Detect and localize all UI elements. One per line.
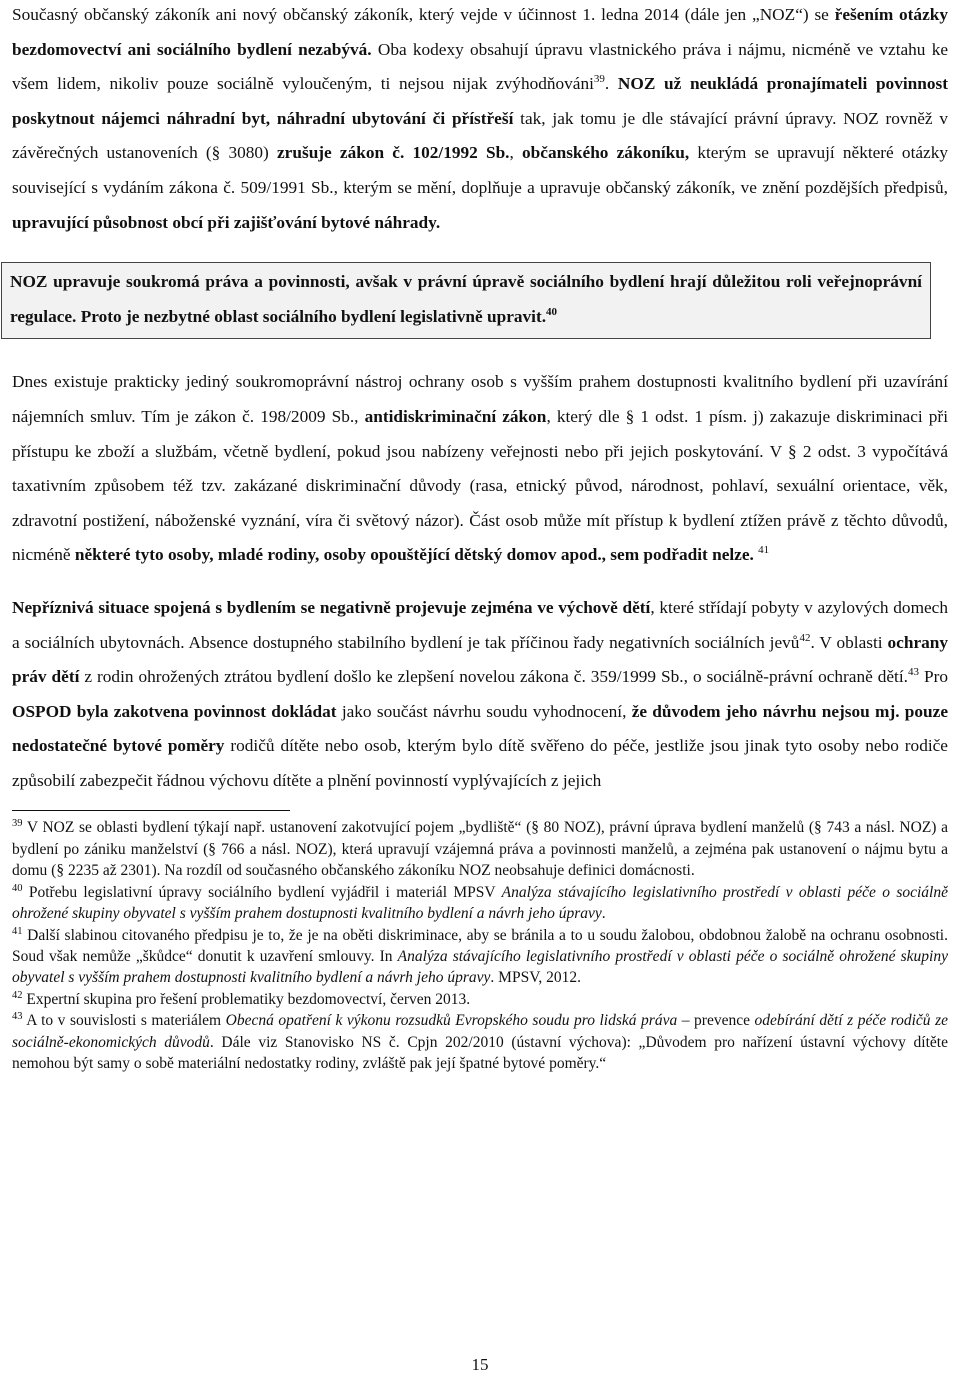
text-run: , (509, 143, 523, 163)
text-run: OSPOD byla zakotvena povinnost dokládat (12, 701, 337, 721)
footnote-ref: 39 (12, 818, 23, 830)
text-run: . Dále viz Stanovisko NS č. Cpjn 202/2010 (ústavní výchova): „Důvodem pro nařízení ústavní výchovy dítěte nemohou být samy o sobě materiální nedostatky rodiny, zvláště pak její špatné bytové poměry.“ (12, 1033, 948, 1072)
text-run: Současný občanský zákoník ani nový občanský zákoník, který vejde v účinnost 1. ledna 2014 (dále jen „NOZ“) se (12, 5, 835, 24)
text-run: , které střídají pobyty v azylových domech a sociálních ubytovnách. Absence dostupného stabilního bydlení je tak příčinou řady negativních sociálních jevů (12, 597, 948, 652)
highlight-box (1, 262, 931, 339)
text-run: – prevence (677, 1012, 755, 1030)
footnote-ref: 42 (12, 989, 23, 1001)
text-run: . V oblasti (810, 632, 888, 652)
paragraph-noz-intro (12, 0, 948, 240)
footnote-ref: 40 (546, 305, 558, 318)
text-run: že důvodem jeho návrhu nejsou mj. pouze nedostatečné bytové poměry (12, 701, 948, 756)
text-run: Pro (919, 667, 948, 687)
text-run: řešením otázky bezdomovectví ani sociálního bydlení nezabývá. (12, 5, 948, 59)
text-run: , který dle § 1 odst. 1 písm. j) zakazuje diskriminaci při přístupu ke zboží a službám, včetně bydlení, pokud jsou nabízeny veřejnosti nebo při jejich poskytování. V § 2 odst. 3 vypočítává taxativním způsobem též tzv. zakázané diskriminační důvody (rasa, etnický původ, národnost, pohlaví, sexuální orientace, věk, zdravotní postižení, náboženské vyznání, víra či světový názor). Část osob může mít přístup k bydlení ztížen právě z těchto důvodů, nicméně (12, 406, 948, 565)
text-run: Další slabinou citovaného předpisu je to, že je na oběti diskriminace, aby se bránila a to u soudu žalobou, obdobnou žalobě na ochranu osobnosti. Soud však nemůže „škůdce“ donutit k uzavření smlouvy. In (12, 926, 948, 965)
text-run: odebírání dětí z péče rodičů ze sociálně-ekonomických důvodů (12, 1012, 948, 1051)
text-run: občanského zákoníku, (522, 143, 690, 163)
text-run: Nepříznivá situace spojená s bydlením se negativně projevuje zejména ve výchově dětí (12, 597, 651, 617)
footnote-42 (12, 989, 948, 1010)
text-run: Obecná opatření k výkonu rozsudků Evropského soudu pro lidská práva (225, 1012, 678, 1030)
footnote-41 (12, 925, 948, 989)
document-page (12, 0, 948, 1074)
text-run: z rodin ohrožených ztrátou bydlení došlo ke zlepšení novelou zákona č. 359/1999 Sb., o sociálně-právní ochraně dětí. (79, 667, 908, 687)
text-run: . (601, 905, 606, 923)
footnote-ref: 43 (908, 666, 919, 679)
text-run: . (604, 74, 618, 94)
paragraph-antidiscrimination (12, 365, 948, 573)
footnote-40 (12, 882, 948, 925)
footnote-43 (12, 1010, 948, 1074)
text-run: V NOZ se oblasti bydlení týkají např. ustanovení zakotvující pojem „bydliště“ (§ 80 NOZ), právní úprava bydlení manželů (§ 743 a násl. NOZ) a bydlení po zániku manželství (§ 766 a násl. NOZ), která upravují vzájemná práva a povinnosti manželů, a zejména pak ustanovení o nájmu bytu a domu (§ 2235 až 2301). Na rozdíl od současného občanského zákoníku NOZ neobsahuje definici domácnosti. (12, 819, 948, 880)
text-run: zrušuje zákon č. 102/1992 Sb. (277, 143, 510, 163)
footnote-ref: 43 (12, 1011, 23, 1023)
text-run: jako součást návrhu soudu vyhodnocení, (336, 701, 632, 721)
text-run: antidiskriminační zákon (364, 406, 547, 426)
text-run: NOZ už neukládá pronajímateli povinnost poskytnout nájemci náhradní byt, náhradní ubytování či přístřeší (12, 74, 948, 128)
footnote-39 (12, 817, 948, 881)
text-run: rodičů dítěte nebo osob, kterým bylo dítě svěřeno do péče, jestliže jsou jinak tyto osoby nebo rodiče způsobilí zabezpečit řádnou výchovu dítěte a plnění povinností vyplývajících z jejich (12, 736, 948, 790)
footnote-separator (12, 810, 290, 811)
footnote-ref: 39 (593, 73, 605, 86)
footnote-ref: 41 (758, 544, 770, 557)
text-run: některé tyto osoby, mladé rodiny, osoby opouštějící dětský domov apod., sem podřadit nelze. (74, 545, 754, 565)
text-run: kterým se upravují některé otázky související s vydáním zákona č. 509/1991 Sb., kterým se mění, doplňuje a upravuje občanský zákoník, ve znění pozdějších předpisů, (12, 143, 948, 197)
text-run: . MPSV, 2012. (490, 969, 582, 987)
text-run: ochrany práv dětí (12, 632, 948, 687)
text-run: Expertní skupina pro řešení problematiky bezdomovectví, červen 2013. (22, 990, 471, 1008)
paragraph-children-housing (12, 591, 948, 799)
text-run: Analýza stávajícího legislativního prostředí v oblasti péče o sociálně ohrožené skupiny obyvatel s vyšším prahem dostupnosti kvalitního bydlení a návrh jeho úpravy (12, 947, 948, 987)
text-run: upravující působnost obcí při zajišťování bytové náhrady. (12, 212, 441, 232)
text-run: NOZ upravuje soukromá práva a povinnosti, avšak v právní úpravě sociálního bydlení hrají důležitou roli veřejnoprávní regulace. Proto je nezbytné oblast sociálního bydlení legislativně upravit. (10, 272, 922, 326)
text-run: tak, jak tomu je dle stávající právní úpravy. NOZ rovněž v závěrečných ustanoveních (§ 3080) (12, 108, 948, 163)
page-number: 15 (471, 1355, 489, 1374)
highlight-box-text (10, 265, 922, 334)
text-run: Oba kodexy obsahují úpravu vlastnického práva i nájmu, nicméně ve vztahu ke všem lidem, nikoliv pouze sociálně vyloučeným, ti nejsou nijak zvýhodňováni (12, 39, 949, 94)
text-run: Analýza stávajícího legislativního prostředí v oblasti péče o sociálně ohrožené skupiny obyvatel s vyšším prahem dostupnosti kvalitního bydlení a návrh jeho úpravy (12, 883, 948, 923)
footnotes (12, 817, 948, 1074)
text-run: Dnes existuje prakticky jediný soukromoprávní nástroj ochrany osob s vyšším prahem dostupnosti kvalitního bydlení při uzavírání nájemních smluv. Tím je zákon č. 198/2009 Sb., (12, 372, 948, 426)
footnote-ref: 42 (799, 631, 811, 644)
text-run: Potřebu legislativní úpravy sociálního bydlení vyjádřil i materiál MPSV (22, 883, 502, 901)
footnote-ref: 41 (12, 925, 23, 937)
footnote-ref: 40 (12, 882, 23, 894)
text-run: A to v souvislosti s materiálem (22, 1012, 226, 1030)
